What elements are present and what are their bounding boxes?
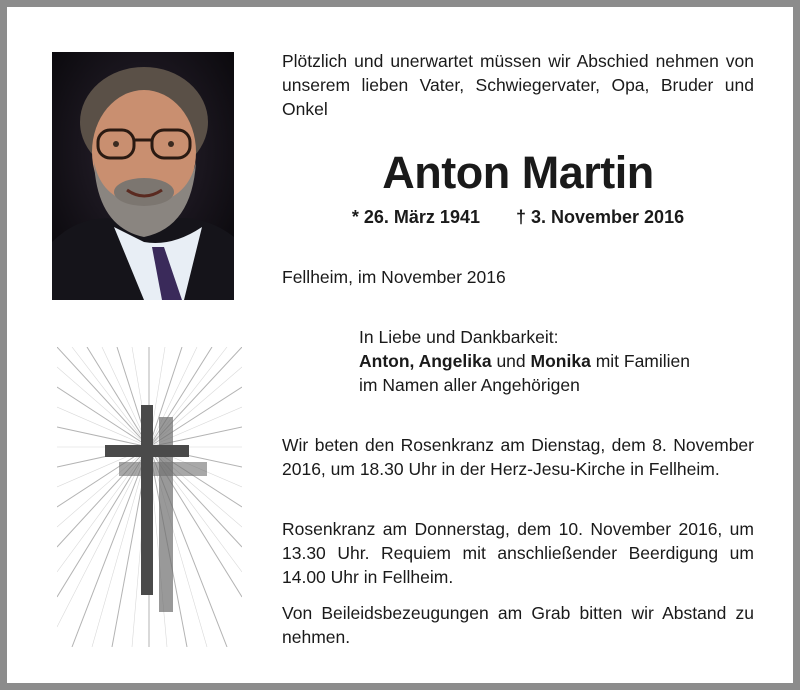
life-dates <box>282 205 754 229</box>
family-names-1: Anton, Angelika <box>359 351 492 371</box>
place-date: Fellheim, im November 2016 <box>282 267 506 287</box>
family-line-1: In Liebe und Dankbarkeit: <box>359 327 559 347</box>
birth-date: * 26. März 1941 <box>351 207 480 227</box>
family-and: und <box>496 351 526 371</box>
condolence-text: Von Beileidsbezeugungen am Grab bitten wir Abstand zu nehmen. <box>282 603 754 647</box>
death-date: † 3. November 2016 <box>515 207 685 227</box>
family-names-2: Monika <box>530 351 591 371</box>
rosary-text-2: Rosenkranz am Donnerstag, dem 10. November 2016, um 13.30 Uhr. Requiem mit anschließender Beerdigung um 14.00 Uhr in Fellheim. <box>282 519 754 587</box>
radiant-cross-icon <box>57 347 242 647</box>
intro-text: Plötzlich und unerwartet müssen wir Abschied nehmen von unserem lieben Vater, Schwiegervater, Opa, Bruder und Onkel <box>282 51 754 119</box>
deceased-name: Anton Martin <box>382 147 654 198</box>
rosary-text-1: Wir beten den Rosenkranz am Dienstag, dem 8. November 2016, um 18.30 Uhr in der Herz-Jesu-Kirche in Fellheim. <box>282 435 754 479</box>
family-with: mit Familien <box>595 351 691 371</box>
portrait-photo <box>52 52 234 300</box>
family-block <box>359 325 690 397</box>
family-line-2 <box>359 349 690 373</box>
family-line-3: im Namen aller Angehörigen <box>359 375 580 395</box>
